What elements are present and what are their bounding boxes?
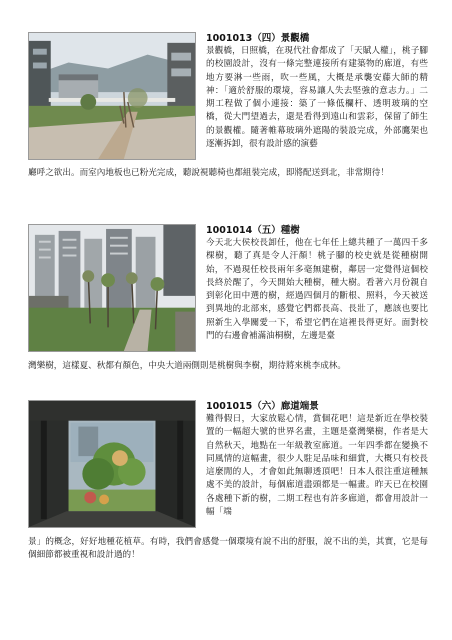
entry-title: 1001015（六）廊道端景 xyxy=(206,401,319,412)
entry-body-continued: 灣樂樹，這樣夏、秋都有顏色，中央大道兩側則是桃樹與李樹，期待將來桃李成林。 xyxy=(28,361,346,371)
photo-tree-planting xyxy=(28,224,196,352)
entry-body: 難得假日，大家放鬆心情，賞個花吧！這是新近在學校裝置的一幅超大號的世界名畫，主題是臺灣樂樹，作者是大自然秋天，地點在一年級教室廊道。一年四季都在變換不同風情的這幅畫，很少人駐足品味和細賞，大概只有校長這麼閒的人，才會如此無聊透頂吧！日本人很注重這種無處不美的設計，每個廊道盡頭都是一幅畫。昨天已在校園各處種下新的樹，二期工程也有許多廊道，都會用設計一幅「端 xyxy=(206,414,428,518)
photo-corridor-view xyxy=(28,400,196,528)
entry-title: 1001014（五）種樹 xyxy=(206,225,300,236)
entry-body: 景觀橋，日照橋，在現代社會都成了「天賦人權」，桃子腳的校園設計，沒有一條完整連接所有建築物的廊道，有些地方要淋一些雨，吹一些風，大概是承襲安藤大師的精神：「適於舒服的環境，容易讓人失去堅強的意志力。」二期工程做了個小連接：築了一條低欄杆、透明玻璃的空橋，從大門望過去，還是看得到遠山和雲彩，保留了師生的景觀權。隨著帷幕玻璃外遮陽的裝設完成，外部鷹架也逐漸拆卸，很有設計感的演藝 xyxy=(206,46,428,150)
entry-title: 1001013（四）景觀橋 xyxy=(206,33,310,44)
entry-body-continued: 景」的概念，好好地種花植草。有時，我們會感覺一個環境有說不出的舒服，說不出的美，其實，它是每個細節都被重視和設計過的！ xyxy=(28,537,428,561)
entry-body-continued: 廳呼之欲出。而室內地板也已粉光完成，聽說視聽椅也都組裝完成，即將配送到北，非常期待！ xyxy=(28,168,389,178)
entry-body: 今天北大侯校長卸任，他在七年任上總共種了一萬四千多棵樹，聽了真是令人汗顏！桃子腳的校史就是從種樹開始，不過現任校長兩年多毫無建樹，鄰居一定覺得這個校長終於醒了，今天開始大種樹，種大樹。看著六月份親自到彰化田中選的樹，經過四個月的斷根、照料，今天被送到異地的北部來，感覺它們都長高、長壯了，應該也要比照新生入學關愛一下，希望它們在這裡長得更好。面對校門的右邊會補滿油桐樹，左邊是臺 xyxy=(206,238,428,342)
